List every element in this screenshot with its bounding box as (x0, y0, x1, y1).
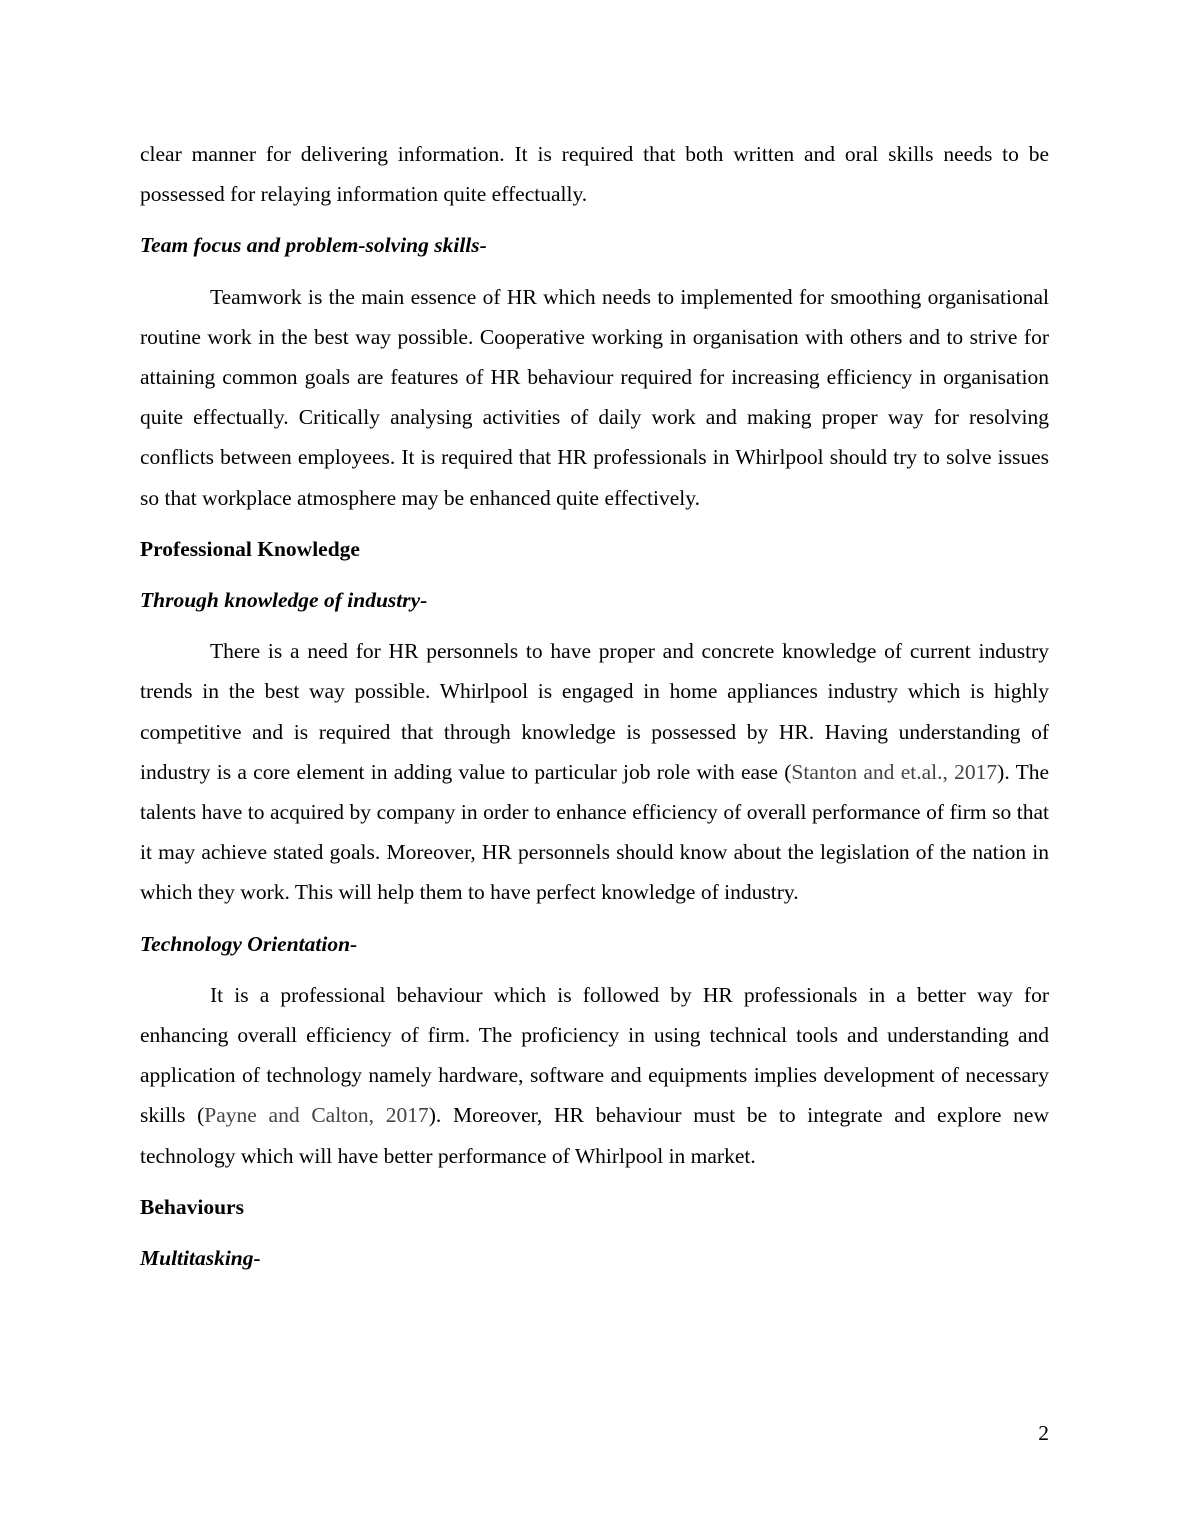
industry-text-before-citation: There is a need for HR personnels to have proper and concrete knowledge of current industry trends in the best way possible. Whirlpool is engaged in home appliances industry which is highly competitive and is required that through knowledge is possessed by HR. Having understanding of industry is a core element in adding value to particular job role with ease ( (140, 639, 1049, 784)
technology-text-after-citation: ). Moreover, HR behaviour must be to integrate and explore new technology which will have better performance of Whirlpool in market. (140, 1103, 1049, 1168)
multitasking-heading: Multitasking- (140, 1246, 261, 1271)
intro-paragraph: clear manner for delivering information. It is required that both written and oral skills needs to be possessed for relaying information quite effectually. (140, 142, 1049, 207)
technology-orientation-heading: Technology Orientation- (140, 931, 358, 956)
citation-payne: Payne and Calton, 2017 (204, 1103, 429, 1128)
industry-knowledge-heading: Through knowledge of industry- (140, 588, 428, 613)
page-number: 2 (1038, 1421, 1049, 1445)
professional-knowledge-heading: Professional Knowledge (140, 536, 360, 561)
technology-orientation-paragraph (140, 975, 1049, 1176)
citation-stanton: Stanton and et.al., 2017 (791, 759, 998, 784)
industry-knowledge-paragraph (140, 631, 1049, 912)
industry-text-after-citation: ). The talents have to acquired by company in order to enhance efficiency of overall performance of firm so that it may achieve stated goals. Moreover, HR personnels should know about the legislation of the nation in which they work. This will help them to have perfect knowledge of industry. (140, 759, 1050, 905)
behaviours-heading: Behaviours (140, 1194, 244, 1219)
team-focus-paragraph: Teamwork is the main essence of HR which needs to implemented for smoothing organisational routine work in the best way possible. Cooperative working in organisation with others and to strive for attaining common goals are features of HR behaviour required for increasing efficiency in organisation quite effectually. Critically analysing activities of daily work and making proper way for resolving conflicts between employees. It is required that HR professionals in Whirlpool should try to solve issues so that workplace atmosphere may be enhanced quite effectively. (140, 284, 1049, 510)
team-focus-heading: Team focus and problem-solving skills- (140, 233, 487, 258)
page-content (140, 134, 1049, 1289)
technology-text-before-citation: It is a professional behaviour which is followed by HR professionals in a better way for enhancing overall efficiency of firm. The proficiency in using technical tools and understanding and application of technology namely hardware, software and equipments implies development of necessary skills ( (140, 982, 1049, 1128)
